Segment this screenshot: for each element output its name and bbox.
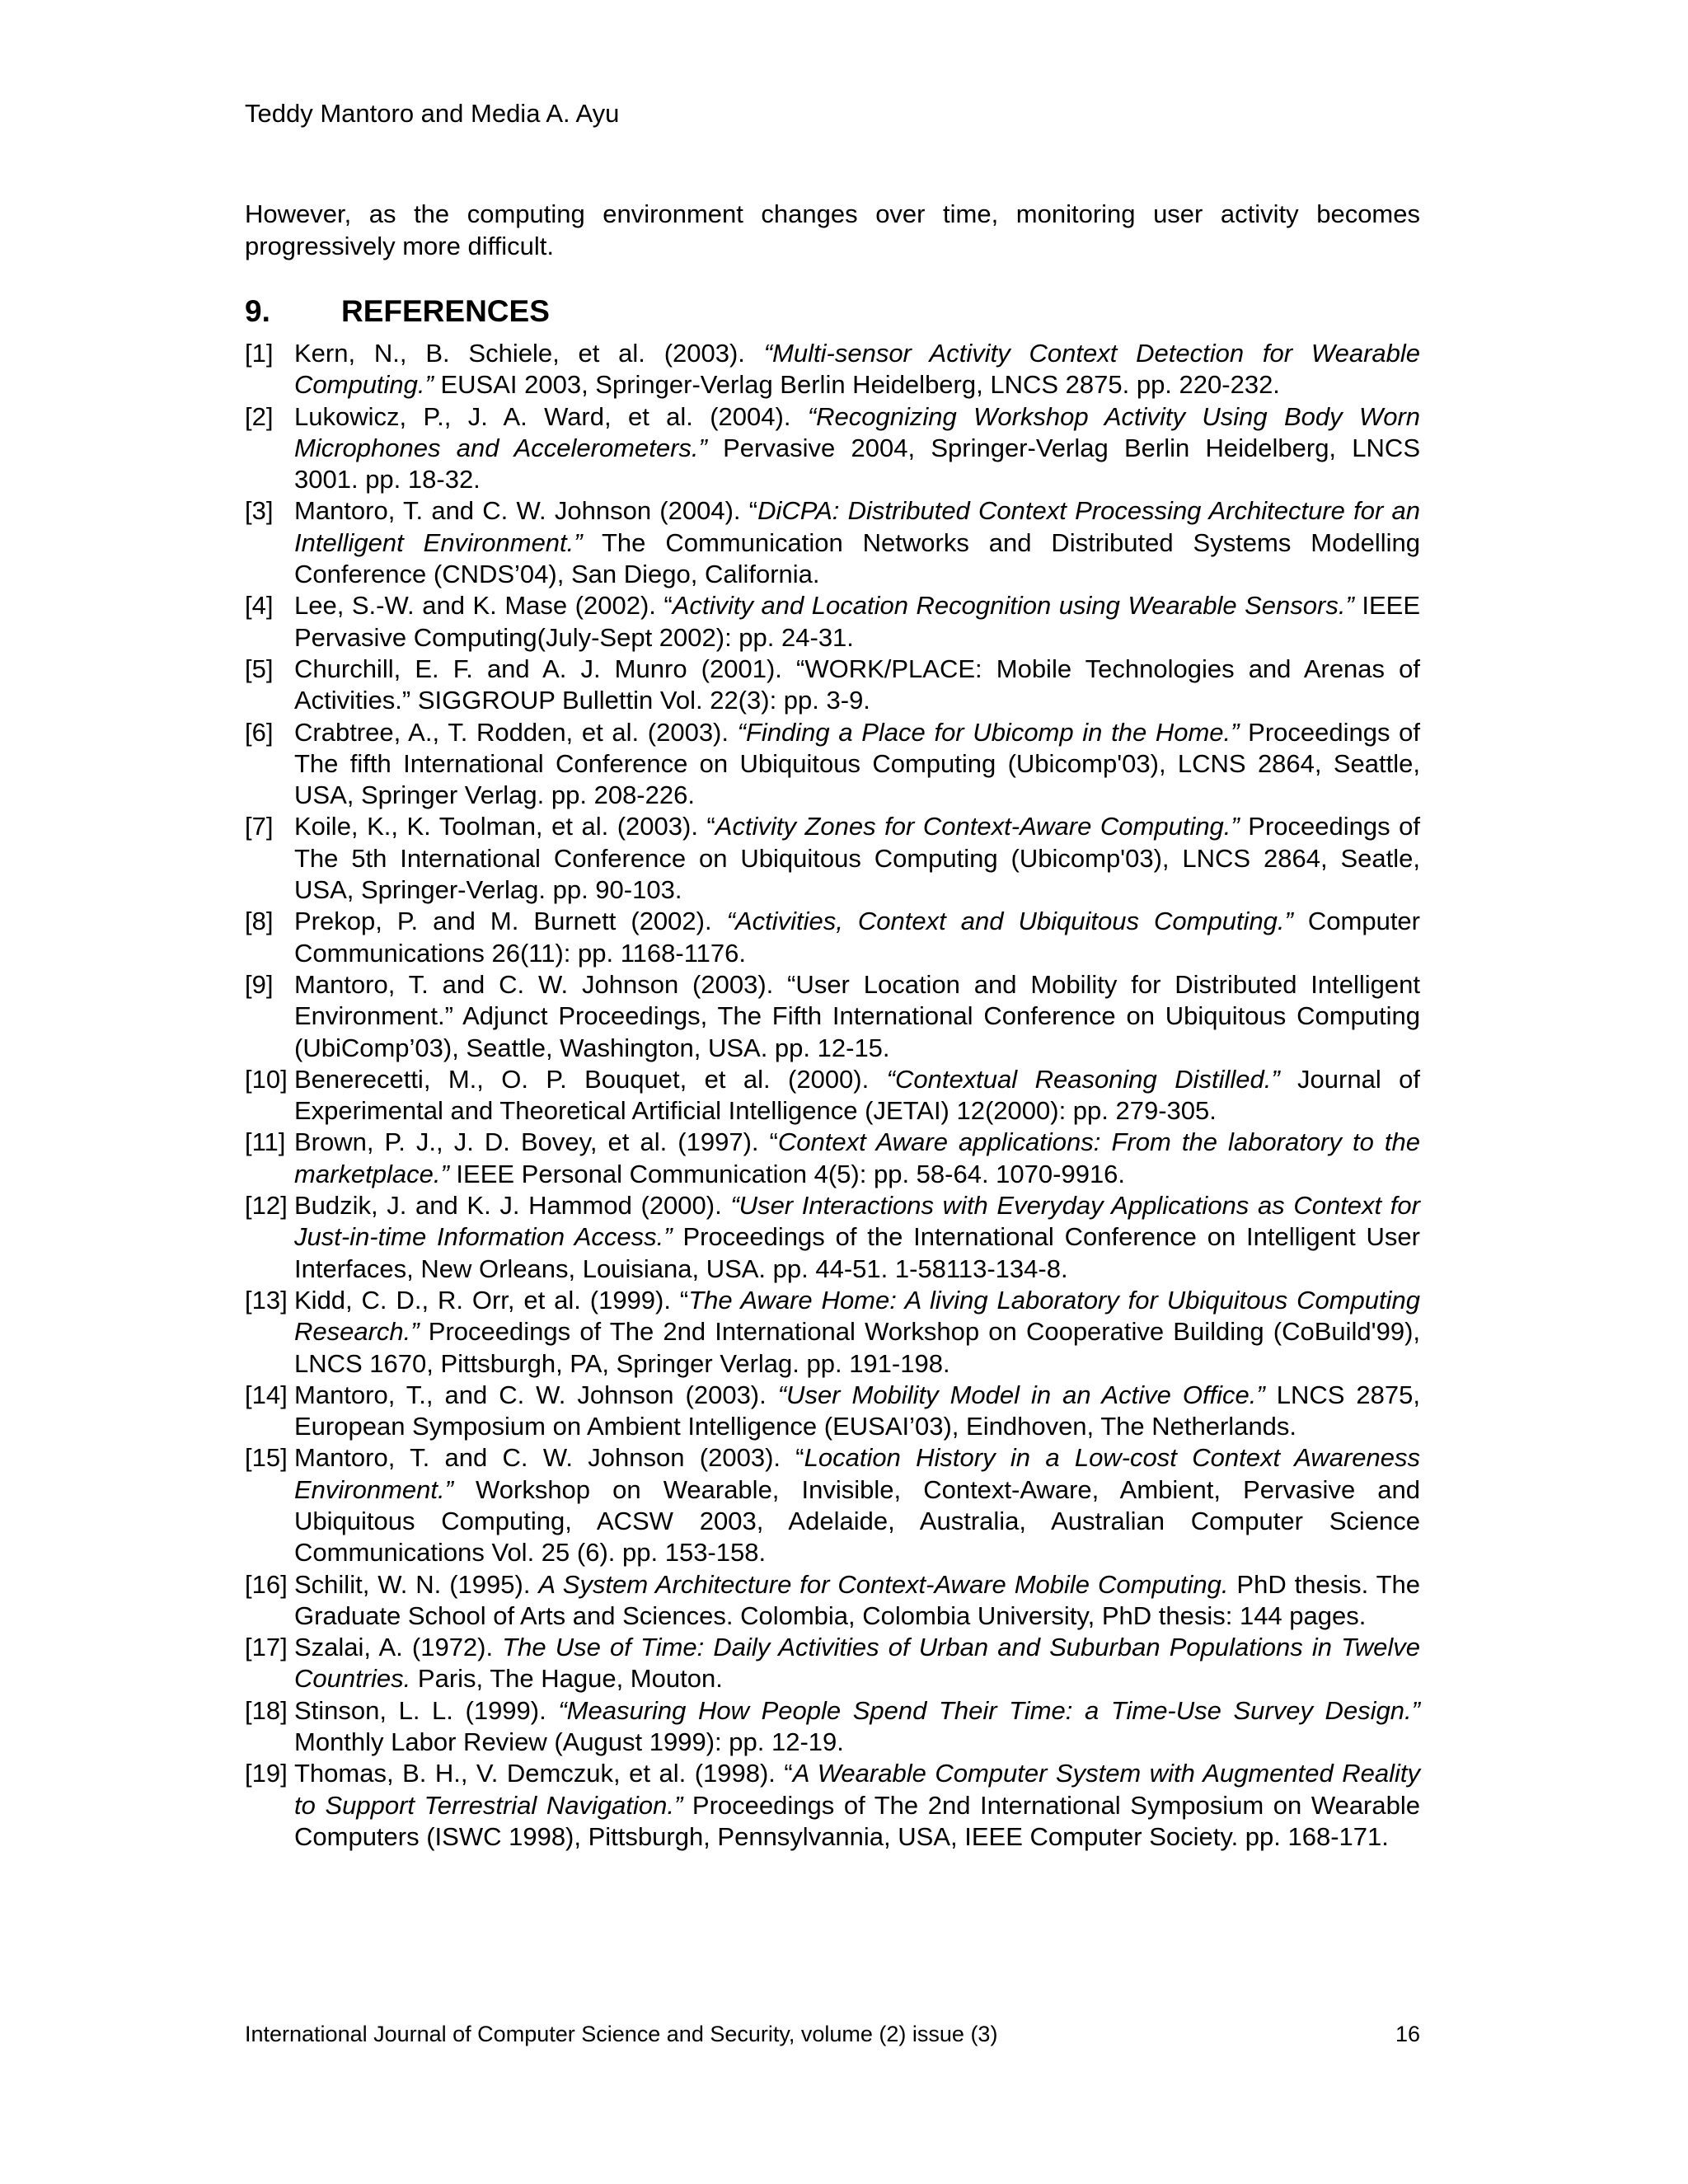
reference-item: [245, 1442, 1420, 1568]
reference-title: “Contextual Reasoning Distilled.”: [886, 1064, 1280, 1094]
reference-number: [6]: [245, 717, 274, 747]
reference-number: [14]: [245, 1380, 288, 1409]
reference-title: A Wearable Computer System with Augmented Reality to Support Terrestrial Navigation.”: [294, 1759, 1420, 1820]
reference-item: [245, 969, 1420, 1064]
reference-item: [245, 1127, 1420, 1190]
reference-number: [8]: [245, 907, 274, 936]
reference-text-after: Computer Communications 26(11): pp. 1168-1176.: [294, 907, 1420, 968]
footer-journal-info: International Journal of Computer Science and Security, volume (2) issue (3): [245, 2022, 998, 2046]
reference-item: [245, 906, 1420, 969]
reference-text-after: EUSAI 2003, Springer-Verlag Berlin Heidelberg, LNCS 2875. pp. 220-232.: [433, 370, 1280, 400]
reference-item: [245, 811, 1420, 906]
reference-text-after: The Communication Networks and Distributed Systems Modelling Conference (CNDS’04), San Diego, California.: [294, 527, 1420, 589]
reference-text-before: Szalai, A. (1972).: [294, 1633, 503, 1662]
reference-title: Activity Zones for Context-Aware Computing.”: [715, 812, 1240, 841]
reference-text-before: Mantoro, T., and C. W. Johnson (2003).: [294, 1380, 778, 1409]
reference-item: [245, 717, 1420, 812]
reference-list: [245, 338, 1420, 1853]
intro-paragraph: However, as the computing environment changes over time, monitoring user activity becomes progressively more difficult.: [245, 199, 1420, 260]
reference-text-before: Prekop, P. and M. Burnett (2002).: [294, 907, 727, 936]
reference-number: [1]: [245, 339, 274, 368]
reference-text-before: Benerecetti, M., O. P. Bouquet, et al. (2000).: [294, 1064, 887, 1094]
reference-text-after: Monthly Labor Review (August 1999): pp. 12-19.: [294, 1727, 844, 1757]
reference-title: “Measuring How People Spend Their Time: a Time-Use Survey Design.”: [558, 1695, 1420, 1725]
reference-number: [2]: [245, 401, 274, 431]
reference-item: [245, 338, 1420, 401]
reference-number: [12]: [245, 1191, 288, 1221]
reference-title: Context Aware applications: From the laboratory to the marketplace.”: [294, 1127, 1420, 1188]
reference-text-before: Brown, P. J., J. D. Bovey, et al. (1997). “: [294, 1127, 778, 1157]
reference-item: [245, 654, 1420, 717]
page-number: 16: [1395, 2022, 1420, 2046]
reference-item: [245, 1285, 1420, 1380]
section-heading: [245, 293, 550, 330]
reference-item: [245, 1695, 1420, 1759]
reference-text-before: Mantoro, T. and C. W. Johnson (2003). “: [294, 1443, 804, 1473]
reference-number: [16]: [245, 1569, 288, 1599]
reference-text-before: Stinson, L. L. (1999).: [294, 1695, 559, 1725]
reference-number: [5]: [245, 654, 274, 683]
reference-text-after: IEEE Personal Communication 4(5): pp. 58-64. 1070-9916.: [448, 1159, 1126, 1188]
reference-text-before: Lee, S.-W. and K. Mase (2002). “: [294, 591, 673, 621]
reference-text-before: Kidd, C. D., R. Orr, et al. (1999). “: [294, 1285, 689, 1315]
reference-item: [245, 1758, 1420, 1853]
reference-number: [10]: [245, 1064, 288, 1094]
reference-text-before: Budzik, J. and K. J. Hammod (2000).: [294, 1191, 731, 1221]
reference-text-after: LNCS 2875, European Symposium on Ambient Intelligence (EUSAI’03), Eindhoven, The Netherlands.: [294, 1380, 1420, 1441]
reference-number: [7]: [245, 812, 274, 841]
running-header-authors: Teddy Mantoro and Media A. Ayu: [245, 99, 620, 128]
reference-text-before: Mantoro, T. and C. W. Johnson (2003). “User Location and Mobility for Distributed Intelligent Environment.” Adjunct Proceedings, The Fifth International Conference on Ubiquitous Computing (UbiComp’03), Seattle, Washington, USA. pp. 12-15.: [294, 969, 1420, 1062]
reference-item: [245, 1632, 1420, 1695]
reference-text-before: Kern, N., B. Schiele, et al. (2003).: [294, 339, 764, 368]
reference-number: [3]: [245, 496, 274, 526]
reference-title: A System Architecture for Context-Aware Mobile Computing.: [538, 1569, 1229, 1599]
reference-title: “Recognizing Workshop Activity Using Body Worn Microphones and Accelerometers.”: [294, 401, 1421, 462]
reference-title: “User Mobility Model in an Active Office.”: [777, 1380, 1265, 1409]
reference-item: [245, 1380, 1420, 1443]
section-title: REFERENCES: [341, 294, 550, 328]
reference-number: [9]: [245, 969, 274, 999]
reference-title: Location History in a Low-cost Context Awareness Environment.”: [294, 1443, 1420, 1504]
reference-item: [245, 401, 1420, 496]
reference-title: Activity and Location Recognition using Wearable Sensors.”: [672, 591, 1354, 621]
reference-text-before: Thomas, B. H., V. Demczuk, et al. (1998). “: [294, 1759, 793, 1788]
reference-title: “Multi-sensor Activity Context Detection for Wearable Computing.”: [294, 339, 1421, 400]
reference-item: [245, 1064, 1420, 1127]
section-number: 9.: [245, 294, 270, 328]
reference-text-before: Crabtree, A., T. Rodden, et al. (2003).: [294, 717, 738, 747]
reference-text-after: Proceedings of The 5th International Conference on Ubiquitous Computing (Ubicomp'03), LNCS 2864, Seatle, USA, Springer-Verlag. pp. 90-103.: [294, 812, 1420, 905]
reference-title: “Finding a Place for Ubicomp in the Home.”: [737, 717, 1240, 747]
reference-text-before: Lukowicz, P., J. A. Ward, et al. (2004).: [294, 401, 808, 431]
reference-title: DiCPA: Distributed Context Processing Architecture for an Intelligent Environment.”: [294, 496, 1420, 557]
reference-number: [13]: [245, 1285, 288, 1315]
reference-text-after: Proceedings of The 2nd International Symposium on Wearable Computers (ISWC 1998), Pittsburgh, Pennsylvannia, USA, IEEE Computer Society. pp. 168-171.: [294, 1790, 1420, 1851]
reference-text-before: Schilit, W. N. (1995).: [294, 1569, 539, 1599]
reference-text-after: Proceedings of the International Conference on Intelligent User Interfaces, New Orleans, Louisiana, USA. pp. 44-51. 1-58113-134-8.: [294, 1222, 1420, 1283]
reference-text-after: IEEE Pervasive Computing(July-Sept 2002): pp. 24-31.: [294, 591, 1420, 652]
reference-number: [4]: [245, 591, 274, 621]
reference-item: [245, 495, 1420, 590]
reference-item: [245, 1569, 1420, 1633]
reference-text-before: Koile, K., K. Toolman, et al. (2003). “: [294, 812, 715, 841]
reference-text-after: Journal of Experimental and Theoretical Artificial Intelligence (JETAI) 12(2000): pp. 279-305.: [294, 1064, 1420, 1126]
reference-text-before: Churchill, E. F. and A. J. Munro (2001). “WORK/PLACE: Mobile Technologies and Arenas of Activities.” SIGGROUP Bullettin Vol. 22(3): pp. 3-9.: [294, 654, 1420, 715]
reference-number: [17]: [245, 1633, 288, 1662]
reference-text-after: Paris, The Hague, Mouton.: [410, 1664, 723, 1694]
reference-text-after: Proceedings of The 2nd International Workshop on Cooperative Building (CoBuild'99), LNCS 1670, Pittsburgh, PA, Springer Verlag. pp. 191-198.: [294, 1317, 1420, 1378]
reference-item: [245, 590, 1420, 654]
reference-number: [11]: [245, 1127, 286, 1157]
reference-text-after: PhD thesis. The Graduate School of Arts and Sciences. Colombia, Colombia University, PhD thesis: 144 pages.: [294, 1569, 1420, 1630]
reference-title: “Activities, Context and Ubiquitous Computing.”: [726, 907, 1293, 936]
reference-text-after: Proceedings of The fifth International Conference on Ubiquitous Computing (Ubicomp'03), LCNS 2864, Seattle, USA, Springer Verlag. pp. 208-226.: [294, 717, 1421, 810]
reference-text-before: Mantoro, T. and C. W. Johnson (2004). “: [294, 496, 758, 526]
reference-title: The Use of Time: Daily Activities of Urban and Suburban Populations in Twelve Countries.: [294, 1633, 1420, 1694]
reference-number: [18]: [245, 1695, 288, 1725]
reference-number: [19]: [245, 1759, 288, 1788]
reference-text-after: Workshop on Wearable, Invisible, Context-Aware, Ambient, Pervasive and Ubiquitous Computing, ACSW 2003, Adelaide, Australia, Australian Computer Science Communications Vol. 25 (6). pp. 153-158.: [294, 1474, 1420, 1568]
reference-title: “User Interactions with Everyday Applications as Context for Just-in-time Information Access.”: [294, 1191, 1420, 1252]
reference-text-after: Pervasive 2004, Springer-Verlag Berlin Heidelberg, LNCS 3001. pp. 18-32.: [294, 433, 1420, 494]
reference-number: [15]: [245, 1443, 288, 1473]
reference-title: The Aware Home: A living Laboratory for Ubiquitous Computing Research.”: [294, 1285, 1420, 1347]
reference-item: [245, 1190, 1420, 1285]
